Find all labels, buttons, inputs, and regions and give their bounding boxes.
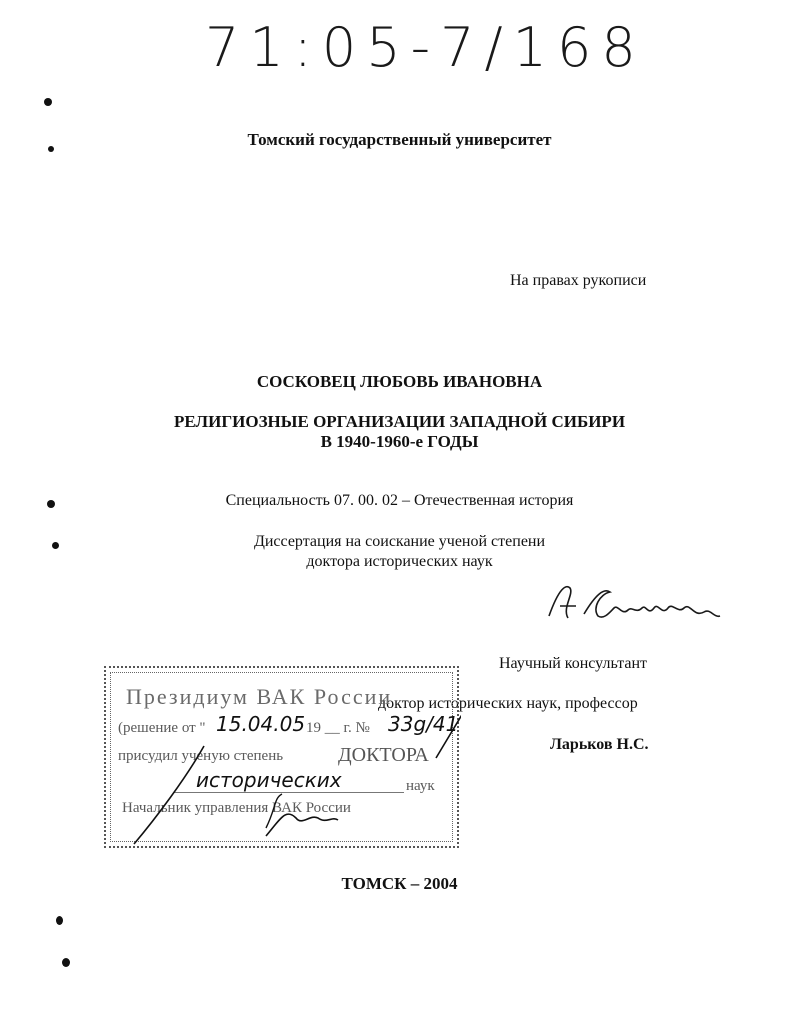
vak-stamp <box>104 666 459 848</box>
stamp-decision-prefix: (решение от " <box>118 720 206 736</box>
stamp-sciences-suffix: наук <box>406 778 435 794</box>
city-year: ТОМСК – 2004 <box>341 874 458 893</box>
university-name: Томский государственный университет <box>247 130 552 149</box>
stamp-year-label: 19 __ г. № <box>306 720 370 736</box>
stamp-heading: Президиум ВАК России <box>126 684 393 709</box>
stamp-degree: ДОКТОРА <box>338 744 429 766</box>
stamp-handwriting-strokes <box>106 668 461 850</box>
degree-line-2: доктора исторических наук <box>306 553 493 570</box>
stamp-decision-number: 33g/41 <box>388 712 459 736</box>
archive-number: 71:05-7/168 <box>205 16 646 79</box>
consultant-name: Ларьков Н.С. <box>550 736 649 753</box>
stamp-chief: Начальник управления ВАК России <box>122 800 351 816</box>
degree-line-1: Диссертация на соискание ученой степени <box>253 533 546 550</box>
scan-speck <box>56 916 63 925</box>
consultant-label: Научный консультант <box>499 655 647 672</box>
title-line-2: В 1940-1960-е ГОДЫ <box>320 432 479 451</box>
author-signature <box>544 578 724 624</box>
author-name: СОСКОВЕЦ ЛЮБОВЬ ИВАНОВНА <box>256 372 543 391</box>
consultant-position: доктор исторических наук, профессор <box>378 695 638 712</box>
stamp-decision-date: 15.04.05 <box>216 712 306 736</box>
stamp-awarded-prefix: присудил ученую степень <box>118 748 284 764</box>
rights-note: На правах рукописи <box>510 272 647 289</box>
title-line-1: РЕЛИГИОЗНЫЕ ОРГАНИЗАЦИИ ЗАПАДНОЙ СИБИРИ <box>173 412 626 431</box>
stamp-field-handwritten: исторических <box>196 768 342 792</box>
scan-speck <box>44 98 52 106</box>
scan-speck <box>62 958 70 967</box>
specialty: Специальность 07. 00. 02 – Отечественная история <box>225 492 574 509</box>
